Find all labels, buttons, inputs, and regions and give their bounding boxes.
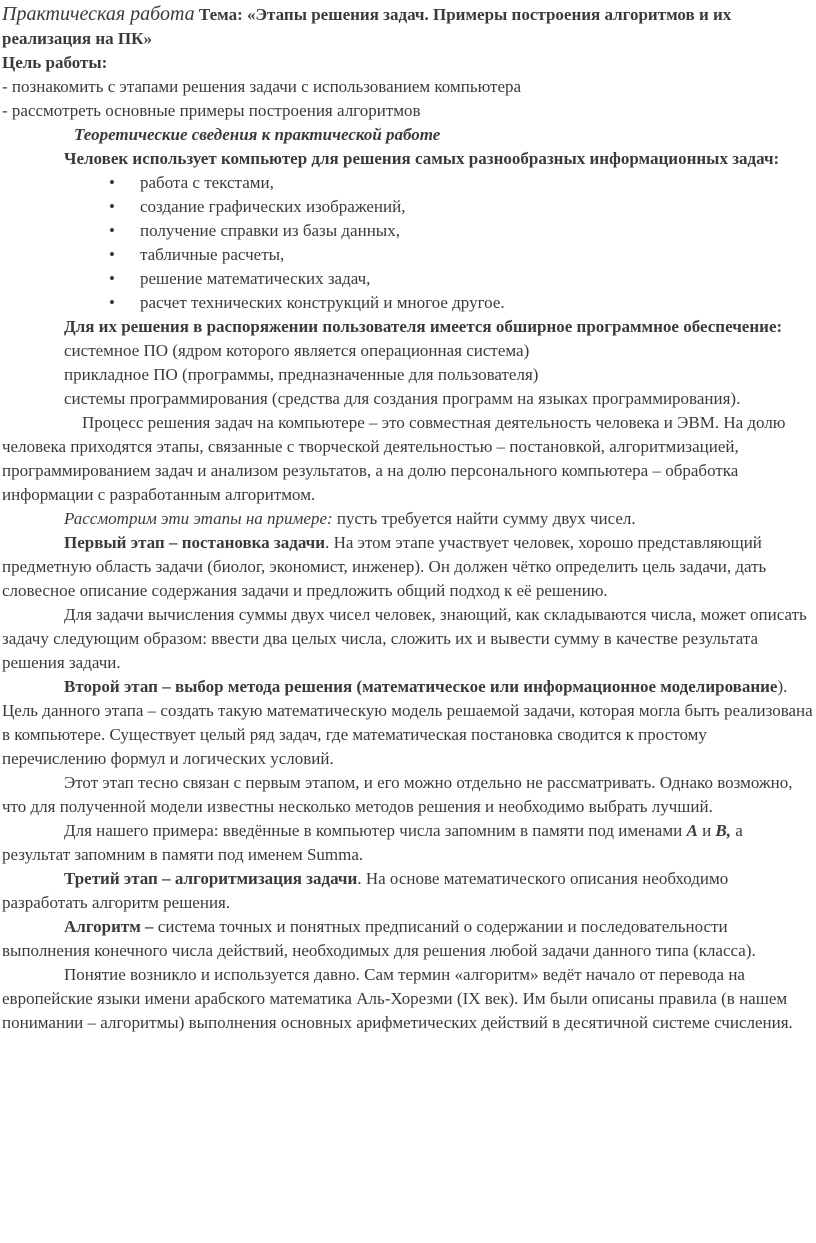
- process-paragraph: Процесс решения задач на компьютере – это совместная деятельность человека и ЭВМ. На долю человека приходятся этапы, связанные с творческой деятельностью – постановкой, алгоритмизацией, программированием задач и анализом результатов, а на долю персонального компьютера – обработка информации с разработанным алгоритмом.: [2, 413, 786, 504]
- list-item: • получение справки из базы данных,: [109, 219, 813, 243]
- list-item: • расчет технических конструкций и многое другое.: [109, 291, 813, 315]
- stage2-example: Для нашего примера: введённые в компьютер числа запомним в памяти под именами A и B, а результат запомним в памяти под именем Summa.: [2, 821, 743, 864]
- title-line: [2, 2, 813, 51]
- stage2-note: Этот этап тесно связан с первым этапом, и его можно отдельно не рассматривать. Однако возможно, что для полученной модели известны несколько методов решения и необходимо выбрать лучший.: [2, 773, 793, 816]
- software-heading: Для их решения в распоряжении пользователя имеется обширное программное обеспечение:: [64, 317, 783, 336]
- software-item: системы программирования (средства для создания программ на языках программирования).: [64, 389, 741, 408]
- bullet-icon: •: [109, 221, 115, 240]
- history-paragraph: Понятие возникло и используется давно. Сам термин «алгоритм» ведёт начало от перевода на европейские языки имени арабского математика Аль-Хорезми (IX век). Им были описаны правила (в нашем понимании – алгоритмы) выполнения основных арифметических действий в десятичной системе счисления.: [2, 965, 793, 1032]
- bullet-icon: •: [109, 173, 115, 192]
- list-item: • создание графических изображений,: [109, 195, 813, 219]
- software-item: прикладное ПО (программы, предназначенные для пользователя): [64, 365, 539, 384]
- doc-title: Практическая работа: [2, 3, 195, 25]
- bullet-icon: •: [109, 245, 115, 264]
- software-item: системное ПО (ядром которого является операционная система): [64, 341, 530, 360]
- theory-heading: Теоретические сведения к практической работе: [74, 125, 441, 144]
- stage3-paragraph: Третий этап – алгоритмизация задачи. На основе математического описания необходимо разработать алгоритм решения.: [2, 869, 729, 912]
- stage2-paragraph: Второй этап – выбор метода решения (математическое или информационное моделирование). Цель данного этапа – создать такую математическую модель решаемой задачи, которая могла быть реализована в компьютере. Существует целый ряд задач, где математическая постановка сводится к простому перечислению формул и логических условий.: [2, 677, 813, 768]
- topic-text: «Этапы решения задач. Примеры построения алгоритмов и их реализация на ПК»: [2, 5, 732, 48]
- bullet-icon: •: [109, 293, 115, 312]
- list-item: • работа с текстами,: [109, 171, 813, 195]
- list-item: • табличные расчеты,: [109, 243, 813, 267]
- stage1-example: Для задачи вычисления суммы двух чисел человек, знающий, как складываются числа, может описать задачу следующим образом: ввести два целых числа, сложить их и вывести сумму в качестве результата решения задачи.: [2, 605, 807, 672]
- goal-item: - рассмотреть основные примеры построения алгоритмов: [2, 101, 421, 120]
- example-paragraph: Рассмотрим эти этапы на примере: пусть требуется найти сумму двух чисел.: [64, 509, 636, 528]
- goal-item: - познакомить с этапами решения задачи с использованием компьютера: [2, 77, 522, 96]
- algorithm-definition: Алгоритм – система точных и понятных предписаний о содержании и последовательности выполнения конечного числа действий, необходимых для решения любой задачи данного типа (класса).: [2, 917, 756, 960]
- task-list: [2, 171, 813, 315]
- goal-heading: Цель работы:: [2, 53, 108, 72]
- usage-heading: Человек использует компьютер для решения самых разнообразных информационных задач:: [64, 149, 780, 168]
- bullet-icon: •: [109, 269, 115, 288]
- topic-label: Тема:: [198, 5, 243, 24]
- stage1-paragraph: Первый этап – постановка задачи. На этом этапе участвует человек, хорошо представляющий предметную область задачи (биолог, экономист, инженер). Он должен чётко определить цель задачи, дать словесное описание содержания задачи и предложить общий подход к её решению.: [2, 533, 767, 600]
- list-item: • решение математических задач,: [109, 267, 813, 291]
- bullet-icon: •: [109, 197, 115, 216]
